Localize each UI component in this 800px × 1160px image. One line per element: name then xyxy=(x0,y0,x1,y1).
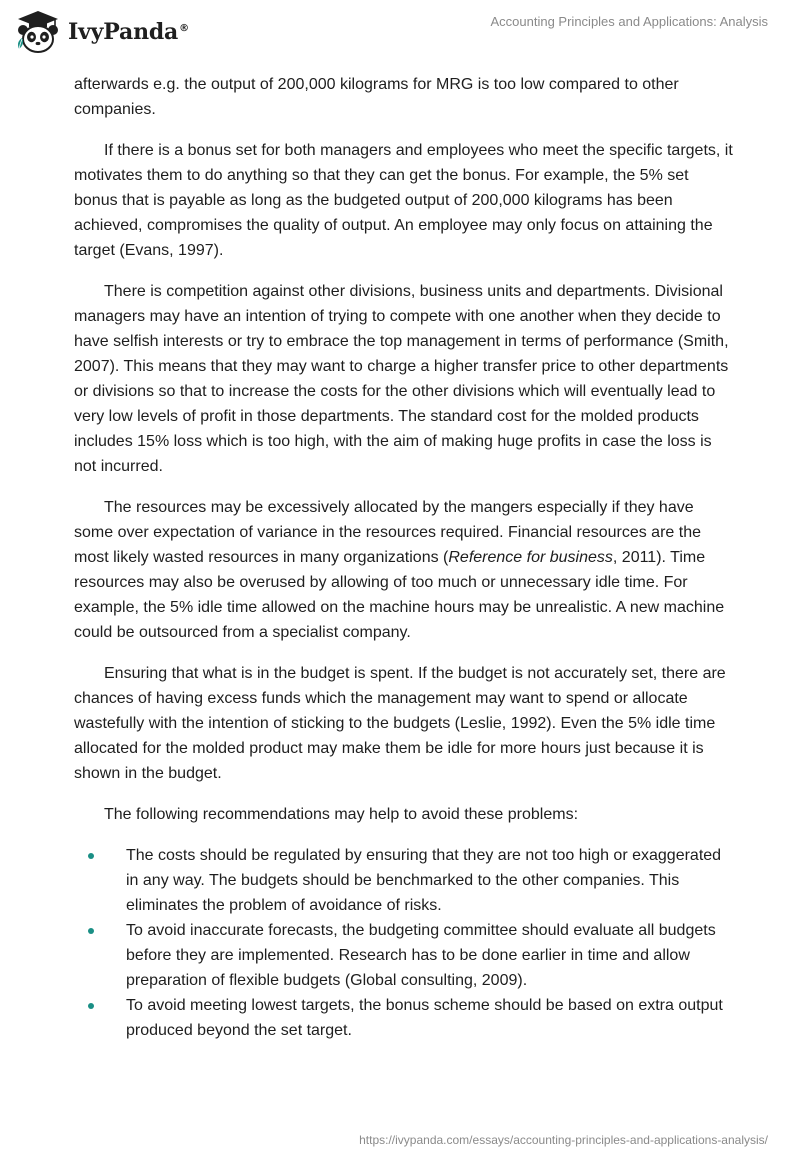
paragraph-budget-spending: Ensuring that what is in the budget is spent. If the budget is not accurately set, there are chances of having excess funds which the management may want to spend or allocate wastefully with the intention of sticking to the budgets (Leslie, 1992). Even the 5% idle time allocated for the molded product may make them be idle for more hours just because it is shown in the budget. xyxy=(74,665,726,782)
list-item xyxy=(74,843,734,918)
brand-registered-mark: ® xyxy=(179,22,189,34)
page-header xyxy=(0,0,800,64)
list-item-text: The costs should be regulated by ensuring that they are not too high or exaggerated in any way. The budgets should be benchmarked to the other companies. This eliminates the problem of avoidance of risks. xyxy=(126,847,722,914)
bullet-icon xyxy=(88,1003,94,1009)
list-item xyxy=(74,918,734,993)
bullet-icon xyxy=(88,853,94,859)
paragraph-bonus: If there is a bonus set for both managers and employees who meet the specific targets, it motivates them to do anything so that they can get the bonus. For example, the 5% set bonus that is payable as long as the budgeted output of 200,000 kilograms has been achieved, compromises the quality of output. An employee may only focus on attaining the target (Evans, 1997). xyxy=(74,142,733,259)
document-title: Accounting Principles and Applications: Analysis xyxy=(490,14,768,29)
panda-graduate-icon xyxy=(14,8,62,56)
paragraph-recommendations-intro: The following recommendations may help to avoid these problems: xyxy=(104,806,579,823)
paragraph-resources-part1: The resources may be excessively allocated by the mangers especially if they have some over expectation of variance in the resources required. Financial resources are the most likely wasted resources in many organizations ( xyxy=(74,499,701,566)
brand-logo[interactable] xyxy=(14,8,189,56)
list-item-text: To avoid meeting lowest targets, the bonus scheme should be based on extra output produced beyond the set target. xyxy=(126,997,723,1039)
bullet-icon xyxy=(88,928,94,934)
brand-name: IvyPanda® xyxy=(68,19,189,45)
paragraph-resources xyxy=(74,495,734,645)
paragraph-continued: afterwards e.g. the output of 200,000 kilograms for MRG is too low compared to other companies. xyxy=(74,76,679,118)
paragraph-resources-part2: , 2011). Time resources may also be overused by allowing of too much or unnecessary idle time. For example, the 5% idle time allowed on the machine hours may be unrealistic. A new machine could be outsourced from a specialist company. xyxy=(74,549,725,641)
source-url[interactable]: https://ivypanda.com/essays/accounting-principles-and-applications-analysis/ xyxy=(359,1133,768,1147)
paragraph-competition: There is competition against other divisions, business units and departments. Divisional managers may have an intention of trying to compete with one another when they decide to have selfish interests or try to embrace the top management in terms of performance (Smith, 2007). This means that they may want to charge a higher transfer price to other departments or divisions so that to increase the costs for the other divisions which will eventually lead to very low levels of profit in those departments. The standard cost for the molded products includes 15% loss which is too high, with the aim of making huge profits in case the loss is not incurred. xyxy=(74,283,729,475)
citation-reference-for-business: Reference for business xyxy=(448,549,613,566)
recommendations-list xyxy=(74,843,734,1043)
list-item-text: To avoid inaccurate forecasts, the budgeting committee should evaluate all budgets before they are implemented. Research has to be done earlier in time and allow preparation of flexible budgets (Global consulting, 2009). xyxy=(126,922,716,989)
list-item xyxy=(74,993,734,1043)
essay-content xyxy=(74,72,734,1043)
